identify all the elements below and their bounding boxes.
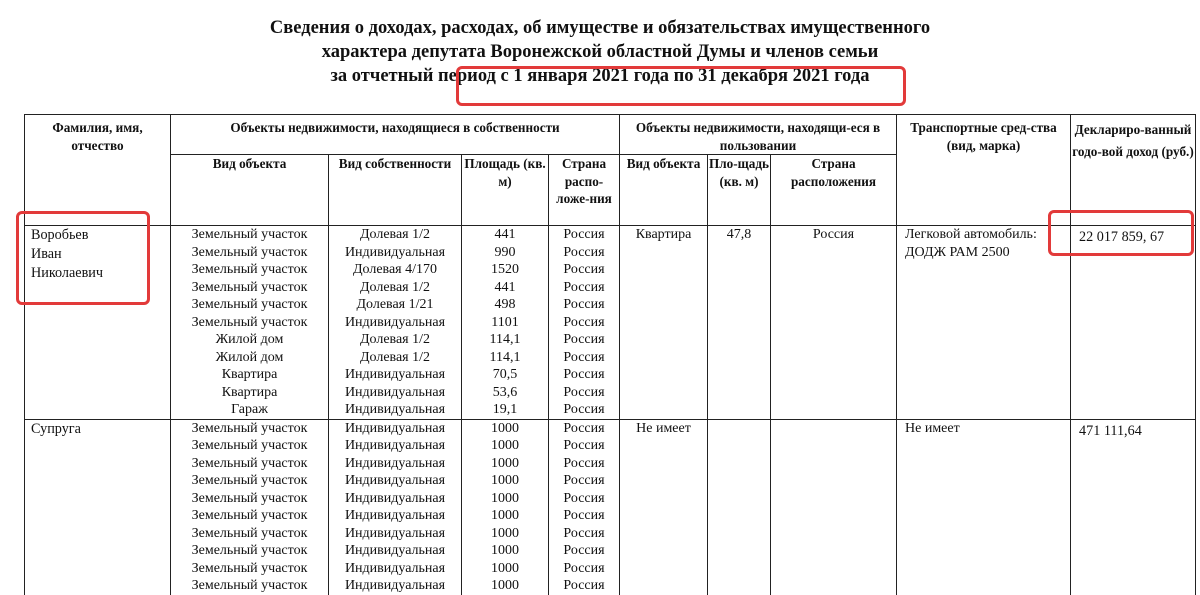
owned-country-item: Россия xyxy=(563,314,605,330)
owned-area-item: 1000 xyxy=(491,473,519,488)
owned-area-item: 441 xyxy=(494,279,516,295)
owned-area-item: 1101 xyxy=(491,314,519,330)
owned-type-item: Жилой дом xyxy=(215,332,284,347)
owned-area-item: 53,6 xyxy=(492,384,518,400)
owned-area-item: 1000 xyxy=(491,508,519,523)
reporting-period: с 1 января 2021 года по 31 декабря 2021 года xyxy=(500,66,870,86)
owned-type-list xyxy=(171,226,329,420)
owned-type-item: Земельный участок xyxy=(191,244,308,260)
owned-country-item: Россия xyxy=(563,227,605,242)
header-owned-country: Страна распо-ложе-ния xyxy=(549,155,620,226)
owned-area-item: 498 xyxy=(494,297,516,312)
header-income: Деклариро-ванный годо-вой доход (руб.) xyxy=(1071,115,1196,226)
owned-area-item: 1000 xyxy=(491,438,519,453)
owned-country-item: Россия xyxy=(563,438,605,453)
declared-income: 22 017 859, 67 xyxy=(1071,226,1196,420)
owned-country-item: Россия xyxy=(563,297,605,312)
owned-country-item: Россия xyxy=(563,384,605,400)
owned-type-item: Квартира xyxy=(221,384,278,400)
highlight-declared-income xyxy=(1048,210,1194,256)
owned-type-item: Земельный участок xyxy=(191,438,308,453)
owned-country-item: Россия xyxy=(563,578,605,593)
owned-area-item: 1520 xyxy=(491,262,519,277)
highlight-person-name xyxy=(16,211,150,305)
transport: Легковой автомобиль: ДОДЖ РАМ 2500 xyxy=(897,226,1071,420)
owned-country-list xyxy=(549,226,620,420)
owned-ownership-item: Индивидуальная xyxy=(344,438,446,453)
owned-country-item: Россия xyxy=(563,262,605,277)
transport: Не имеет xyxy=(897,419,1071,595)
used-area: 47,8 xyxy=(708,226,771,420)
person-name: Супруга xyxy=(25,419,171,595)
owned-type-item: Земельный участок xyxy=(191,279,308,295)
owned-country-item: Россия xyxy=(563,473,605,488)
header-used-type: Вид объекта xyxy=(620,155,708,226)
owned-country-item: Россия xyxy=(563,349,605,365)
owned-country-item: Россия xyxy=(563,490,605,506)
used-area xyxy=(708,419,771,595)
header-name: Фамилия, имя, отчество xyxy=(25,115,171,226)
owned-type-item: Земельный участок xyxy=(191,525,308,541)
owned-ownership-item: Индивидуальная xyxy=(344,490,446,506)
owned-country-item: Россия xyxy=(563,525,605,541)
owned-type-item: Земельный участок xyxy=(191,543,308,558)
person-name: Воробьев Иван Николаевич xyxy=(25,226,171,420)
owned-type-item: Земельный участок xyxy=(191,490,308,506)
owned-area-item: 1000 xyxy=(491,455,519,471)
owned-ownership-item: Индивидуальная xyxy=(344,455,446,471)
header-owned-area: Площадь (кв. м) xyxy=(462,155,549,226)
title-line-3-prefix: за отчетный период xyxy=(330,66,496,86)
owned-ownership-item: Долевая 4/170 xyxy=(352,262,438,277)
owned-area-item: 1000 xyxy=(491,543,519,558)
owned-ownership-item: Долевая 1/21 xyxy=(356,297,434,312)
table-row xyxy=(25,226,1196,420)
title-line-2: характера депутата Воронежской областной Думы и членов семьи xyxy=(321,42,879,62)
owned-area-item: 114,1 xyxy=(489,332,521,347)
owned-ownership-item: Долевая 1/2 xyxy=(359,349,431,365)
owned-area-item: 1000 xyxy=(491,490,519,506)
owned-country-list xyxy=(549,419,620,595)
owned-ownership-item: Индивидуальная xyxy=(344,473,446,488)
owned-area-item: 1000 xyxy=(491,420,519,436)
owned-country-item: Россия xyxy=(563,508,605,523)
owned-ownership-list xyxy=(329,419,462,595)
owned-type-item: Земельный участок xyxy=(191,227,308,242)
owned-ownership-item: Индивидуальная xyxy=(344,578,446,593)
owned-country-item: Россия xyxy=(563,560,605,576)
owned-country-item: Россия xyxy=(563,332,605,347)
owned-type-item: Земельный участок xyxy=(191,455,308,471)
owned-type-item: Земельный участок xyxy=(191,297,308,312)
owned-ownership-list xyxy=(329,226,462,420)
highlight-reporting-period xyxy=(456,66,906,106)
owned-ownership-item: Долевая 1/2 xyxy=(359,227,431,242)
owned-area-item: 19,1 xyxy=(492,402,518,417)
owned-area-item: 1000 xyxy=(491,525,519,541)
title-line-1: Сведения о доходах, расходах, об имуществе и обязательствах имущественного xyxy=(269,18,931,38)
owned-country-item: Россия xyxy=(563,420,605,436)
owned-ownership-item: Индивидуальная xyxy=(344,508,446,523)
header-used-group: Объекты недвижимости, находящи-еся в пользовании xyxy=(620,115,897,155)
owned-type-item: Земельный участок xyxy=(191,473,308,488)
header-owned-group: Объекты недвижимости, находящиеся в собственности xyxy=(171,115,620,155)
owned-area-list xyxy=(462,419,549,595)
owned-ownership-item: Индивидуальная xyxy=(344,420,446,436)
owned-ownership-item: Индивидуальная xyxy=(344,560,446,576)
owned-ownership-item: Индивидуальная xyxy=(344,525,446,541)
owned-ownership-item: Индивидуальная xyxy=(344,543,446,558)
owned-ownership-item: Индивидуальная xyxy=(344,314,446,330)
owned-type-item: Гараж xyxy=(231,402,268,417)
header-owned-ownership: Вид собственности xyxy=(329,155,462,226)
owned-type-item: Земельный участок xyxy=(191,508,308,523)
owned-country-item: Россия xyxy=(563,279,605,295)
owned-country-item: Россия xyxy=(563,543,605,558)
used-type: Квартира xyxy=(620,226,708,420)
owned-area-item: 70,5 xyxy=(492,367,518,382)
owned-area-item: 1000 xyxy=(491,560,519,576)
declaration-table xyxy=(24,114,1196,595)
owned-ownership-item: Индивидуальная xyxy=(344,367,446,382)
owned-type-item: Земельный участок xyxy=(191,560,308,576)
owned-area-item: 1000 xyxy=(491,578,519,593)
table-row xyxy=(25,419,1196,595)
owned-type-item: Жилой дом xyxy=(215,349,284,365)
declared-income: 471 111,64 xyxy=(1071,419,1196,595)
header-transport: Транспортные сред-ства (вид, марка) xyxy=(897,115,1071,226)
header-used-area: Пло-щадь (кв. м) xyxy=(708,155,771,226)
owned-country-item: Россия xyxy=(563,455,605,471)
owned-type-item: Земельный участок xyxy=(191,578,308,593)
owned-country-item: Россия xyxy=(563,402,605,417)
owned-type-item: Земельный участок xyxy=(191,262,308,277)
owned-country-item: Россия xyxy=(563,244,605,260)
owned-ownership-item: Долевая 1/2 xyxy=(359,279,431,295)
owned-type-item: Земельный участок xyxy=(191,420,308,436)
used-type: Не имеет xyxy=(620,419,708,595)
header-owned-type: Вид объекта xyxy=(171,155,329,226)
owned-area-item: 114,1 xyxy=(489,349,521,365)
owned-area-list xyxy=(462,226,549,420)
owned-ownership-item: Индивидуальная xyxy=(344,402,446,417)
owned-country-item: Россия xyxy=(563,367,605,382)
used-country: Россия xyxy=(771,226,897,420)
owned-ownership-item: Индивидуальная xyxy=(344,384,446,400)
owned-ownership-item: Долевая 1/2 xyxy=(359,332,431,347)
owned-type-item: Квартира xyxy=(221,367,278,382)
owned-type-list xyxy=(171,419,329,595)
owned-type-item: Земельный участок xyxy=(191,314,308,330)
owned-area-item: 990 xyxy=(494,244,516,260)
owned-ownership-item: Индивидуальная xyxy=(344,244,446,260)
header-used-country: Страна расположения xyxy=(771,155,897,226)
owned-area-item: 441 xyxy=(494,227,516,242)
used-country xyxy=(771,419,897,595)
